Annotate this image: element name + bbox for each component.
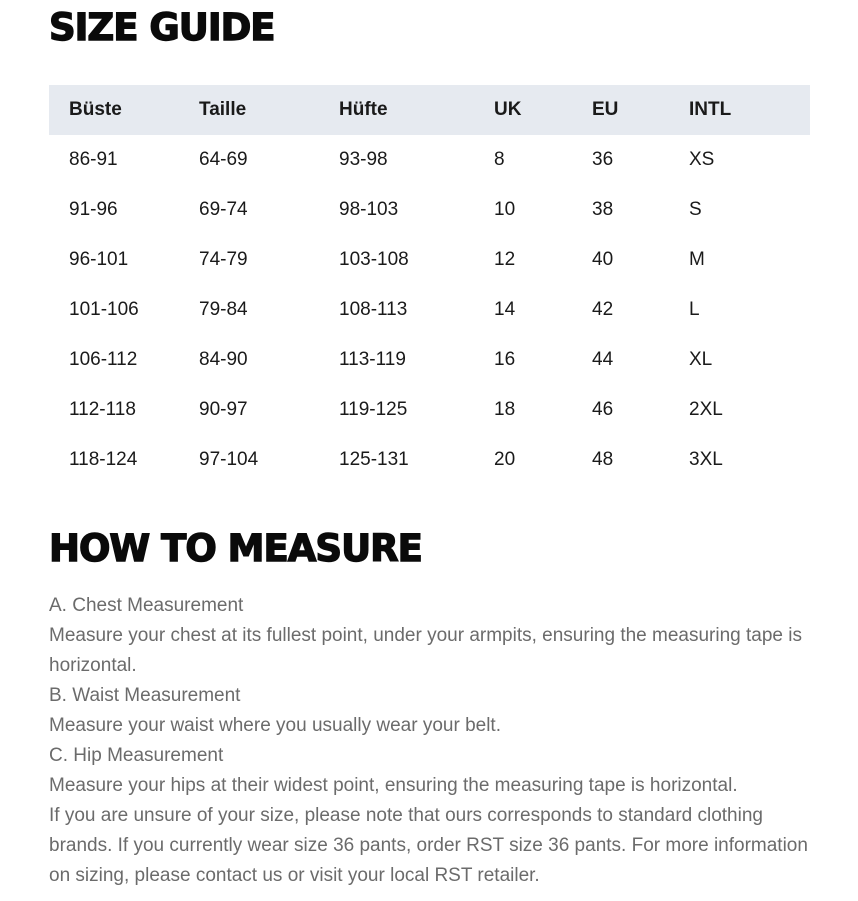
cell-eu: 36 (592, 149, 614, 170)
cell-eu: 44 (592, 349, 614, 370)
cell-uk: 16 (494, 349, 516, 370)
cell-hip: 98-103 (339, 199, 399, 220)
cell-uk: 10 (494, 199, 516, 220)
chest-measurement-title: A. Chest Measurement (49, 595, 244, 616)
cell-waist: 69-74 (199, 199, 248, 220)
cell-hip: 103-108 (339, 249, 409, 270)
column-header-eu: EU (592, 99, 619, 120)
cell-bust: 106-112 (69, 349, 138, 370)
sizing-note: If you are unsure of your size, please note that ours corresponds to standard clothing brands. If you currently wear size 36 pants, order RST size 36 pants. For more information on sizing, please contact us or visit your local RST retailer. (49, 805, 808, 886)
cell-uk: 18 (494, 399, 516, 420)
table-row (49, 185, 810, 235)
size-guide-title: SIZE GUIDE (49, 6, 275, 49)
cell-intl: L (689, 299, 700, 320)
cell-intl: 3XL (689, 449, 723, 470)
table-row (49, 385, 810, 435)
table-row (49, 335, 810, 385)
cell-bust: 86-91 (69, 149, 118, 170)
cell-waist: 84-90 (199, 349, 248, 370)
cell-hip: 113-119 (339, 349, 406, 370)
chest-measurement-text: Measure your chest at its fullest point, under your armpits, ensuring the measuring tape is horizontal. (49, 625, 802, 676)
cell-intl: XL (689, 349, 713, 370)
waist-measurement-title: B. Waist Measurement (49, 685, 241, 706)
cell-uk: 8 (494, 149, 505, 170)
column-header-uk: UK (494, 99, 522, 120)
cell-bust: 91-96 (69, 199, 118, 220)
measure-instructions (49, 591, 810, 891)
size-table-header-row (49, 85, 810, 135)
cell-intl: 2XL (689, 399, 723, 420)
cell-intl: XS (689, 149, 715, 170)
cell-bust: 96-101 (69, 249, 129, 270)
cell-bust: 101-106 (69, 299, 139, 320)
cell-hip: 125-131 (339, 449, 409, 470)
cell-intl: M (689, 249, 705, 270)
cell-hip: 93-98 (339, 149, 388, 170)
cell-eu: 46 (592, 399, 614, 420)
cell-intl: S (689, 199, 702, 220)
table-row (49, 135, 810, 185)
how-to-measure-title: HOW TO MEASURE (49, 527, 422, 570)
cell-waist: 64-69 (199, 149, 248, 170)
table-row (49, 435, 810, 485)
column-header-hip: Hüfte (339, 99, 388, 120)
table-row (49, 235, 810, 285)
table-row (49, 285, 810, 335)
size-table-body (49, 135, 810, 485)
size-table (49, 85, 810, 485)
column-header-bust: Büste (69, 99, 122, 120)
size-table-header (49, 85, 810, 135)
cell-eu: 40 (592, 249, 614, 270)
cell-eu: 42 (592, 299, 614, 320)
cell-eu: 38 (592, 199, 614, 220)
cell-bust: 112-118 (69, 399, 136, 420)
cell-uk: 12 (494, 249, 516, 270)
cell-uk: 14 (494, 299, 516, 320)
cell-waist: 74-79 (199, 249, 248, 270)
cell-uk: 20 (494, 449, 516, 470)
column-header-waist: Taille (199, 99, 247, 120)
waist-measurement-text: Measure your waist where you usually wear your belt. (49, 715, 501, 736)
cell-bust: 118-124 (69, 449, 138, 470)
cell-waist: 90-97 (199, 399, 248, 420)
cell-waist: 79-84 (199, 299, 248, 320)
column-header-intl: INTL (689, 99, 732, 120)
cell-hip: 108-113 (339, 299, 408, 320)
cell-eu: 48 (592, 449, 614, 470)
hip-measurement-title: C. Hip Measurement (49, 745, 224, 766)
hip-measurement-text: Measure your hips at their widest point, ensuring the measuring tape is horizontal. (49, 775, 738, 796)
cell-hip: 119-125 (339, 399, 408, 420)
cell-waist: 97-104 (199, 449, 259, 470)
